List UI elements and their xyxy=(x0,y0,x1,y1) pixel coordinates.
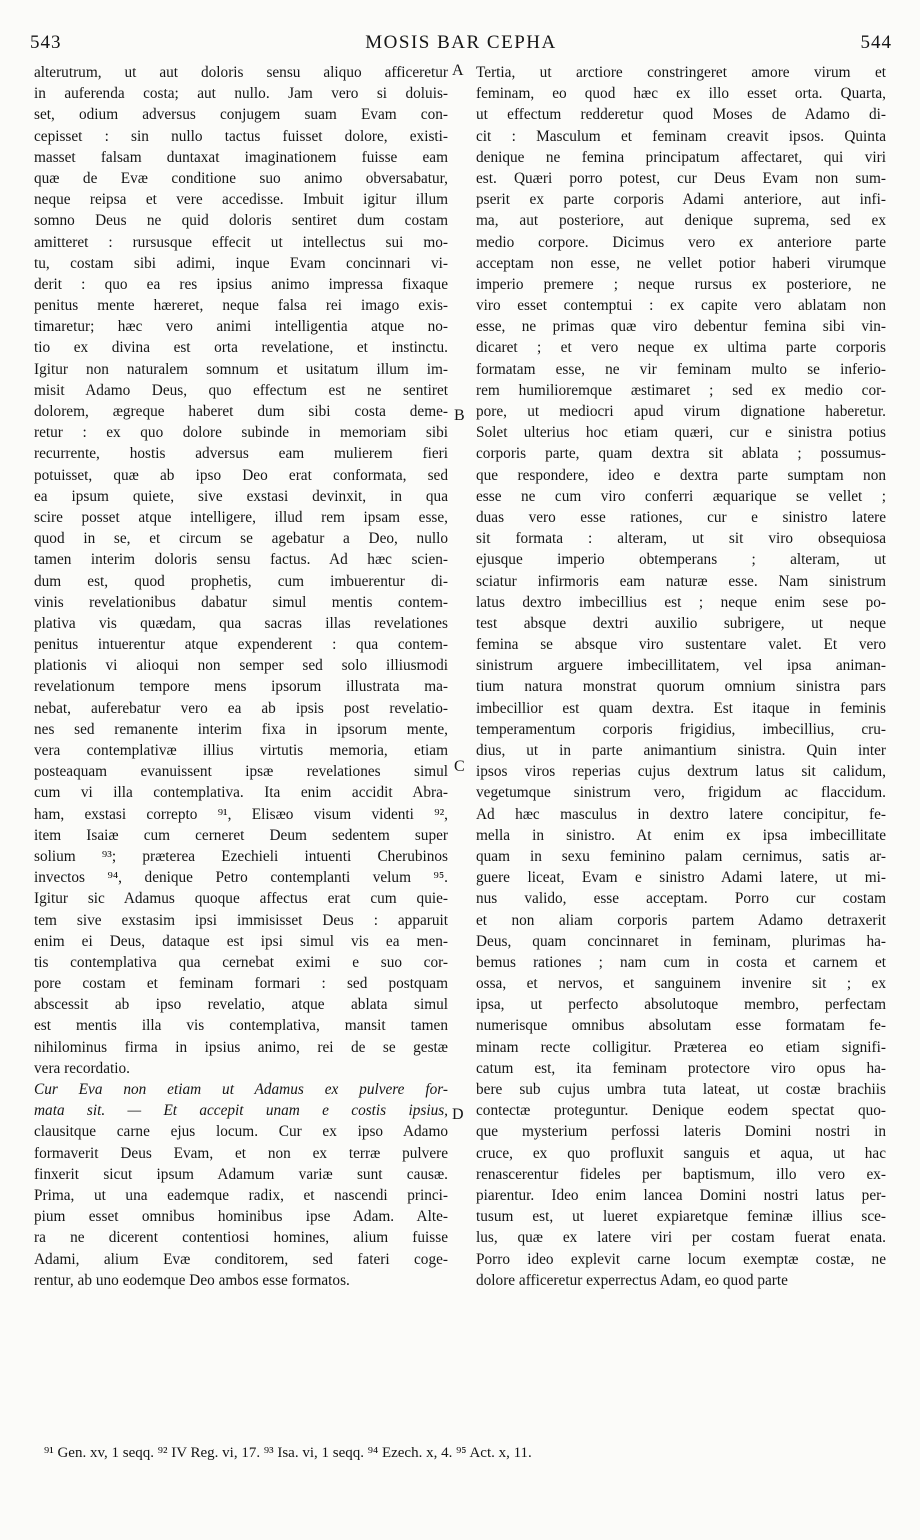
text-line: corporis parte, quam dextra sit ablata ; possumus- xyxy=(476,445,886,463)
text-line: cum vi illa contemplativa. Ita enim accidit Abra- xyxy=(34,784,448,802)
text-line: mata sit. — Et accepit unam e costis ipsius, xyxy=(34,1102,448,1120)
text-line: amitteret : rursusque effecit ut intellectus sui mo- xyxy=(34,233,448,251)
text-line: tem sive exstasim ipsi immisisset Deus : apparuit xyxy=(34,911,448,929)
text-line: item Isaiæ cum cerneret Deum sedentem super xyxy=(34,826,448,844)
text-line: penitus mente hæreret, neque falsa rei imago exis- xyxy=(34,297,448,315)
text-line: ejusque imperio obtemperans ; alteram, ut xyxy=(476,551,886,569)
text-line: quæ de Evæ conditione suo animo obversabatur, xyxy=(34,169,448,187)
left-column xyxy=(34,62,448,1291)
text-line: Ad hæc masculus in dextro latere concipitur, fe- xyxy=(476,805,886,823)
text-line: neque reipsa et vere accedisse. Imbuit igitur illum xyxy=(34,191,448,209)
text-line: potuisset, quæ ab ipso Deo erat conformata, sed xyxy=(34,466,448,484)
text-line: scire posset atque intelligere, illud rem ipsam esse, xyxy=(34,508,448,526)
text-line: dicaret ; et vero neque ex ultima parte corporis xyxy=(476,339,886,357)
text-line: est mentis illa vis contemplativa, mansit tamen xyxy=(34,1017,448,1035)
text-line: pserit ex parte corporis Adami anteriore, aut infi- xyxy=(476,191,886,209)
text-line: Deus, quam concinnaret in feminam, plurimas ha- xyxy=(476,932,886,950)
text-line: catum est, ita feminam protectore viro opus ha- xyxy=(476,1059,886,1077)
text-line: pore, ut mediocri apud virum dignatione haberetur. xyxy=(476,403,886,420)
text-line: ra ne dicerent contentiosi homines, alium fuisse xyxy=(34,1229,448,1247)
text-line: bere sub cujus umbra tuta lateat, ut costæ brachiis xyxy=(476,1081,886,1098)
text-line: timaretur; hæc vero animi intelligentia atque no- xyxy=(34,318,448,336)
text-line: sinistrum arguere imbecillitatem, vel ipsa animan- xyxy=(476,657,886,675)
text-line: esse, ne primas quæ viro debentur femina sibi vin- xyxy=(476,318,886,336)
text-line: derit : quo ea res ipsius animo impressa fixaque xyxy=(34,275,448,293)
text-line: ipsos viros reperias cujus dextrum latus sit calidum, xyxy=(476,763,886,781)
text-line: minam recte colligitur. Præterea eo etiam signifi- xyxy=(476,1038,886,1056)
text-line: rem humilioremque æstimaret ; sed ex medio cor- xyxy=(476,381,886,399)
text-line: Adami, alium Evæ conditorem, sed fateri coge- xyxy=(34,1250,448,1268)
text-line: denique ne femina principatum affectaret, qui viri xyxy=(476,148,886,166)
text-line: rentur, ab uno eodemque Deo ambos esse formatos. xyxy=(34,1271,350,1289)
text-line: retur : ex quo dolore subinde in memoriam sibi xyxy=(34,424,448,442)
text-line: sciatur infirmoris eam naturæ esse. Nam sinistrum xyxy=(476,572,886,590)
text-line: cruce, ex quo profluxit sanguis et aqua, ut hac xyxy=(476,1144,886,1162)
text-line: pore costam et feminam formari : sed postquam xyxy=(34,975,448,993)
text-line: vinis revelationibus dabatur simul mentis contem- xyxy=(34,593,448,611)
text-line: sit formata : alteram, ut sit viro obsequiosa xyxy=(476,530,886,548)
text-line: tamen interim doloris sensu factus. Ad hæc scien- xyxy=(34,551,448,569)
text-line: dolorem, ægreque haberet dum sibi costa deme- xyxy=(34,403,448,420)
text-line: quod in se, et circum se agebatur a Deo, nullo xyxy=(34,530,448,548)
text-line: set, odium adversus conjugem suam Evam con- xyxy=(34,106,448,124)
text-line: renascerentur fideles per baptismum, illo vero ex- xyxy=(476,1165,886,1183)
text-line: invectos ⁹⁴, denique Petro contemplanti velum ⁹⁵. xyxy=(34,869,448,887)
text-line: medio corpore. Dicimus vero ex anteriore parte xyxy=(476,233,886,251)
text-line: ea ipsum quiete, sive exstasi devinxit, in qua xyxy=(34,487,448,505)
page-number-right: 544 xyxy=(860,32,892,53)
text-line: dum est, quod prophetis, cum imbuerentur di- xyxy=(34,572,448,590)
text-line: piarentur. Ideo enim lancea Domini nostri latus per- xyxy=(476,1186,886,1204)
text-line: imperio premere ; neque rursus ex posteriore, ne xyxy=(476,275,886,293)
text-line: revelationum tempore mens ipsorum illustrata ma- xyxy=(34,678,448,696)
text-line: guere liceat, Evam e sinistro Adami latere, ut mi- xyxy=(476,869,886,887)
text-line: acceptam non esse, ne vellet potior haberi virumque xyxy=(476,254,886,272)
text-line: Cur Eva non etiam ut Adamus ex pulvere for- xyxy=(34,1081,448,1098)
text-line: feminam, eo quod hæc ex illo esset orta. Quarta, xyxy=(476,85,886,103)
running-title: MOSIS BAR CEPHA xyxy=(365,32,557,53)
text-line: cit : Masculum et feminam creavit ipsos. Quinta xyxy=(476,127,886,145)
text-line: esse ne cum viro conferri æquarique se vellet ; xyxy=(476,487,886,505)
text-line: formatam esse, ne vir feminam multo se inferio- xyxy=(476,360,886,378)
text-line: dolore afficeretur experrectus Adam, eo quod parte xyxy=(476,1271,788,1289)
text-line: tium natura monstrat quorum omnium sinistra pars xyxy=(476,678,886,696)
text-line: latus dextro imbecillius est ; neque enim sese po- xyxy=(476,593,886,611)
text-line: viro esset contemptui : ex capite vero ablatam non xyxy=(476,297,886,315)
page-number-left: 543 xyxy=(30,32,62,53)
text-line: test absque dextri auxilio subrigere, ut neque xyxy=(476,614,886,632)
text-line: ham, exstasi correpto ⁹¹, Elisæo visum videnti ⁹², xyxy=(34,805,448,823)
text-line: nihilominus firma in ipsius animo, rei de se gestæ xyxy=(34,1038,448,1056)
text-line: vegetumque sinistrum vero, frigidum ac flaccidum. xyxy=(476,784,886,802)
text-line: penitus intuerentur atque expenderent : qua contem- xyxy=(34,636,448,654)
text-line: temperamentum corporis frigidius, imbecillius, cru- xyxy=(476,720,886,738)
text-line: posteaquam evanuissent ipsæ revelationes simul xyxy=(34,763,448,781)
text-line: nus valido, esse acceptam. Porro cur costam xyxy=(476,890,886,908)
text-line: nebat, auferebatur vero ea ab ipsis post revelatio- xyxy=(34,699,448,717)
text-line: ut effectum redderetur quod Moses de Adamo di- xyxy=(476,106,886,124)
text-line: mella in sinistro. At enim ex ipsa imbecillitate xyxy=(476,826,886,844)
margin-letter-c: C xyxy=(454,758,465,775)
text-line: vera recordatio. xyxy=(34,1059,130,1077)
text-line: imbecillior est quam dextra. Est itaque in feminis xyxy=(476,699,886,717)
text-line: numerisque omnibus absolutam esse formatam fe- xyxy=(476,1017,886,1035)
running-header xyxy=(30,32,892,62)
right-column xyxy=(476,62,886,1291)
text-line: abscessit ab ipso revelatio, atque ablata simul xyxy=(34,996,448,1014)
text-line: cepisset : sin nullo tactus fuisset dolore, existi- xyxy=(34,127,448,145)
text-line: pium esset omnibus hominibus ipse Adam. Alte- xyxy=(34,1208,448,1226)
text-line: plationis vi alioqui non semper sed solo illiusmodi xyxy=(34,657,448,675)
text-line: Igitur non naturalem somnum et usitatum illum im- xyxy=(34,360,448,378)
text-line: Prima, ut una eademque radix, et nascendi princi- xyxy=(34,1186,448,1204)
text-line: alterutrum, ut aut doloris sensu aliquo afficeretur xyxy=(34,64,448,81)
text-line: contectæ proteguntur. Denique eodem spectat quo- xyxy=(476,1102,886,1120)
text-line: ossa, et nervos, et sanguinem invenire sit ; ex xyxy=(476,975,886,993)
text-line: plativa vis quædam, qua sacras illas revelationes xyxy=(34,614,448,632)
text-line: est. Quæri porro potest, cur Deus Evam non sum- xyxy=(476,169,886,187)
margin-letter-d: D xyxy=(452,1106,464,1123)
text-line: formaverit Deus Evam, et non ex terræ pulvere xyxy=(34,1144,448,1162)
text-line: enim ei Deus, dataque est ipsi simul vis ea men- xyxy=(34,932,448,950)
text-line: Igitur sic Adamus quoque affectus erat cum quie- xyxy=(34,890,448,908)
text-line: vera contemplativæ illius virtutis memoria, etiam xyxy=(34,742,448,759)
footnotes: ⁹¹ Gen. xv, 1 seqq. ⁹² IV Reg. vi, 17. ⁹³ Isa. vi, 1 seqq. ⁹⁴ Ezech. x, 4. ⁹⁵ Act. x, 11. xyxy=(44,1445,532,1461)
text-line: somno Deus ne quid doloris sentiret dum costam xyxy=(34,212,448,230)
text-line: bemus rationes ; nam cum in costa et carnem et xyxy=(476,953,886,971)
text-line: que mysterium perfossi lateris Domini nostri in xyxy=(476,1123,886,1141)
text-line: dius, ut in parte animantium sinistra. Quin inter xyxy=(476,742,886,759)
text-line: solium ⁹³; præterea Ezechieli intuenti Cherubinos xyxy=(34,847,448,865)
text-line: nes sed remanente interim fixa in ipsorum mente, xyxy=(34,720,448,738)
text-line: tis contemplativa qua cernebat eximi e suo cor- xyxy=(34,953,448,971)
text-line: lus, quæ ex latere viri per costam fuerat enata. xyxy=(476,1229,886,1247)
text-line: quam in sexu feminino palam cernimus, satis ar- xyxy=(476,847,886,865)
text-line: ipsa, ut perfecto absolutoque membro, perfectam xyxy=(476,996,886,1014)
margin-letter-a: A xyxy=(452,62,464,79)
text-line: ma, aut posteriore, aut denique suprema, sed ex xyxy=(476,212,886,230)
text-line: tusum est, ut lueret expiaretque feminæ illius sce- xyxy=(476,1208,886,1226)
text-line: femina se absque viro sustentare valet. Et vero xyxy=(476,636,886,654)
text-line: masset falsam duntaxat imaginationem fuisse eam xyxy=(34,148,448,166)
text-line: que respondere, ideo e dextra parte sumptam non xyxy=(476,466,886,484)
text-line: Solet ulterius hoc etiam quæri, cur e sinistra potius xyxy=(476,424,886,442)
text-line: finxerit sicut ipsum Adamum variæ sunt causæ. xyxy=(34,1165,448,1183)
text-line: misit Adamo Deus, quo effectum est ne sentiret xyxy=(34,381,448,399)
text-line: recurrente, hostis adversus eam mulierem fieri xyxy=(34,445,448,463)
text-line: tu, costam sibi adimi, inque Evam concinnari vi- xyxy=(34,254,448,272)
text-line: Porro ideo explevit carne locum exemptæ costæ, ne xyxy=(476,1250,886,1268)
margin-letter-b: B xyxy=(454,407,465,424)
text-line: et non aliam corporis partem Adamo detraxerit xyxy=(476,911,886,929)
text-line: in auferenda costa; aut nullo. Jam vero si doluis- xyxy=(34,85,448,103)
text-line: tio ex divina est orta revelatione, et instinctu. xyxy=(34,339,448,357)
text-line: Tertia, ut arctiore constringeret amore virum et xyxy=(476,64,886,81)
text-line: clausitque carne ejus locum. Cur ex ipso Adamo xyxy=(34,1123,448,1141)
text-line: duas vero esse rationes, cur e sinistro latere xyxy=(476,508,886,526)
